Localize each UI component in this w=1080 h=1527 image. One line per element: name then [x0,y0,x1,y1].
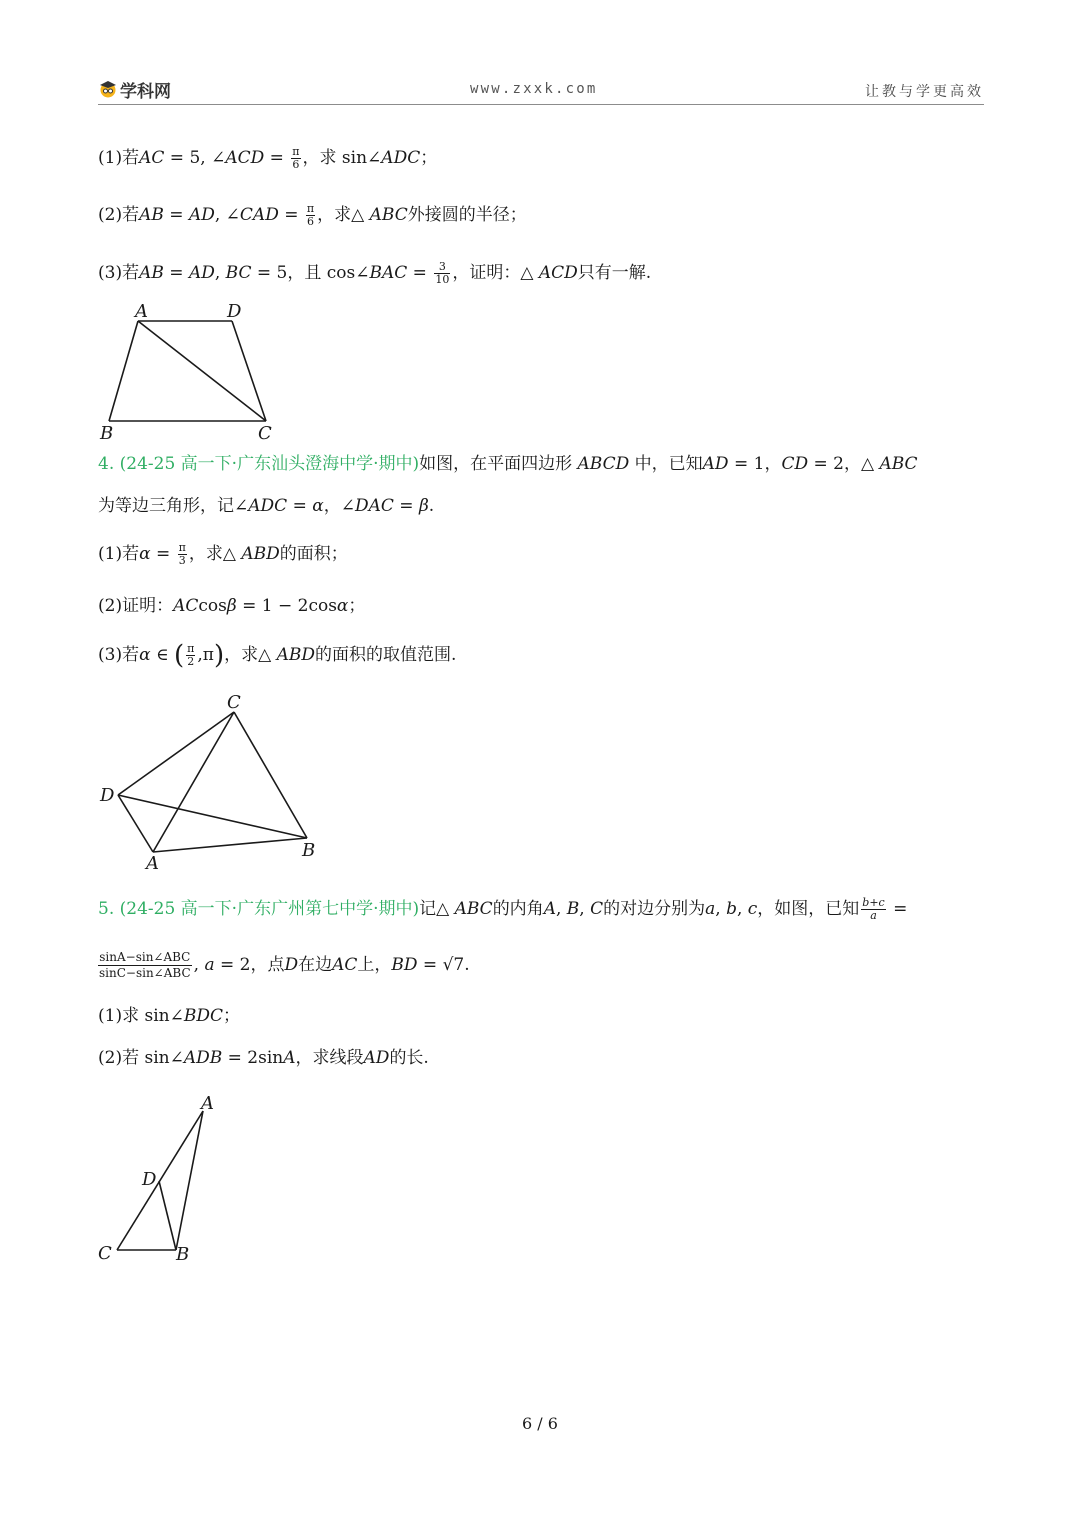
label-D: D [100,785,115,806]
label-D: D [142,1169,157,1190]
q4-number: 4. [98,454,120,474]
q4-source: (24-25 高一下·广东汕头澄海中学·期中) [119,454,420,474]
label-B: B [302,840,316,861]
fraction: $\frac{b+c}{a}$ [862,896,885,922]
q3-part1: (1)若AC = 5, ∠ACD = $\frac{\pi}{6}$ ，求 sin∠ADC； [98,145,438,171]
label-A: A [135,301,148,322]
fraction: $\frac{\pi}{2}$ [187,642,195,668]
page-number: 6 / 6 [522,1414,558,1433]
q3-part2: (2)若AB = AD, ∠CAD = $\frac{\pi}{6}$ ，求△ ABC外接圆的半径； [98,202,527,228]
q5-part1: (1)求 sin∠BDC； [98,1006,240,1026]
q5-stem-line2: $\frac{\text{sinA−sin∠ABC}}{\text{sinC−sin∠ABC}}$ , a = 2，点D在边AC上，BD = √7. [99,950,470,980]
fraction: $\frac{\text{sinA−sin∠ABC}}{\text{sinC−sin∠ABC}}$ [99,950,191,980]
q5-source: (24-25 高一下·广东广州第七中学·期中) [119,899,420,919]
slogan: 让教与学更高效 [865,84,984,100]
fraction: $\frac{3}{10}$ [435,260,450,286]
fraction: $\frac{\pi}{6}$ [306,202,315,228]
q5-stem-line1: 5. (24-25 高一下·广东广州第七中学·期中)记△ ABC的内角A, B, C的对边分别为a, b, c，如图，已知 $\frac{b+c}{a}$ = [98,896,908,922]
label-A: A [201,1093,214,1114]
label-C: C [227,692,241,713]
q4-part3: (3)若α ∈ ( $\frac{\pi}{2}$ ,π)，求△ ABD的面积的取值范围. [98,640,457,671]
q4-part2: (2)证明：ACcosβ = 1 − 2cosα； [98,596,366,616]
q3-part3: (3)若AB = AD, BC = 5，且 cos∠BAC = $\frac{3}{10}$ ，证明：△ ACD只有一解. [98,260,652,286]
q5-part2: (2)若 sin∠ADB = 2sinA，求线段AD的长. [98,1048,429,1068]
q4-stem-line1: 4. (24-25 高一下·广东汕头澄海中学·期中)如图，在平面四边形 ABCD 中，已知AD = 1，CD = 2，△ ABC [98,454,918,474]
edge-DB [159,1181,176,1250]
q4-part1: (1)若α = $\frac{\pi}{3}$ ，求△ ABD的面积； [98,541,348,567]
label-A: A [146,853,159,874]
q5-number: 5. [98,899,120,919]
site-url[interactable]: www.zxxk.com [470,81,598,97]
label-D: D [227,301,242,322]
logo-text: 学科网 [120,81,171,102]
label-B: B [176,1244,190,1265]
label-B: B [100,423,114,444]
label-C: C [258,423,272,444]
fraction: $\frac{\pi}{6}$ [292,145,300,171]
label-C: C [98,1243,112,1264]
fraction: $\frac{\pi}{3}$ [178,541,186,567]
q4-stem-line2: 为等边三角形，记∠ADC = α，∠DAC = β. [98,496,435,516]
